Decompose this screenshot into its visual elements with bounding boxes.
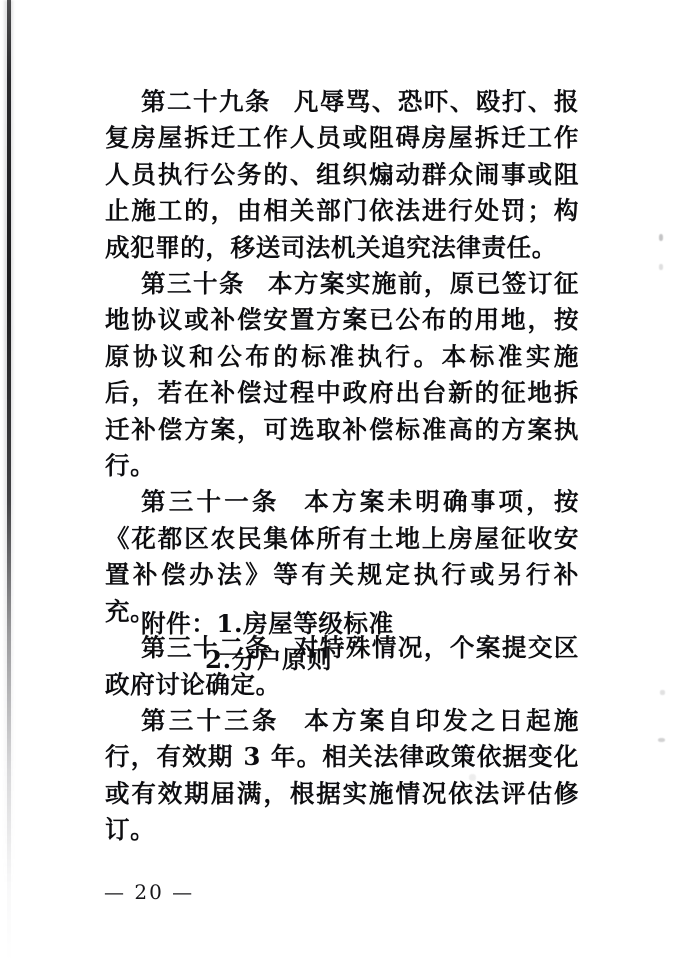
- scan-speck-icon: [660, 690, 665, 695]
- attachment-item: 1.房屋等级标准: [216, 609, 394, 638]
- attachment-list: [105, 606, 579, 679]
- page-number: — 20 —: [104, 880, 195, 904]
- article-heading: 第三十三条: [141, 705, 280, 735]
- article-text: 本方案自印发之日起施行，有效期 3 年。相关法律政策依据变化或有效期届满，根据实施情况依法评估修订。: [105, 705, 580, 845]
- attachment-row: [105, 606, 579, 642]
- article-text: 本方案实施前，原已签订征地协议或补偿安置方案已公布的用地，按原协议和公布的标准执行。本标准实施后，若在补偿过程中政府出台新的征地拆迁补偿方案，可选取补偿标准高的方案执行。: [105, 269, 579, 481]
- article-heading: 第二十九条: [141, 87, 271, 116]
- scan-speck-icon: [659, 264, 663, 270]
- attachment-row: [105, 642, 579, 678]
- article-heading: 第三十条: [141, 269, 245, 299]
- scan-edge-artifact-icon: [7, 0, 11, 962]
- article-text: 凡辱骂、恐吓、殴打、报复房屋拆迁工作人员或阻碍房屋拆迁工作人员执行公务的、组织煽动群众闹事或阻止施工的，由相关部门依法进行处罚；构成犯罪的，移送司法机关追究法律责任。: [105, 87, 579, 262]
- paragraph-article-33: [105, 703, 579, 849]
- scan-edge-shadow-icon: [4, 0, 13, 962]
- article-text: 本方案未明确事项，按《花都区农民集体所有土地上房屋征收安置补偿办法》等有关规定执行或另行补充。: [105, 487, 580, 626]
- document-body: [105, 84, 579, 849]
- scan-speck-icon: [659, 234, 663, 241]
- paragraph-article-30: [105, 266, 579, 484]
- article-heading: 第三十二条: [141, 633, 271, 663]
- paragraph-article-29: [105, 84, 579, 266]
- article-text: 对特殊情况，个案提交区政府讨论确定。: [105, 633, 579, 699]
- attachment-item: 2.分户原则: [205, 645, 333, 675]
- scan-speck-icon: [658, 738, 665, 742]
- attachment-label: 附件：: [141, 609, 217, 638]
- article-heading: 第三十一条: [141, 487, 280, 517]
